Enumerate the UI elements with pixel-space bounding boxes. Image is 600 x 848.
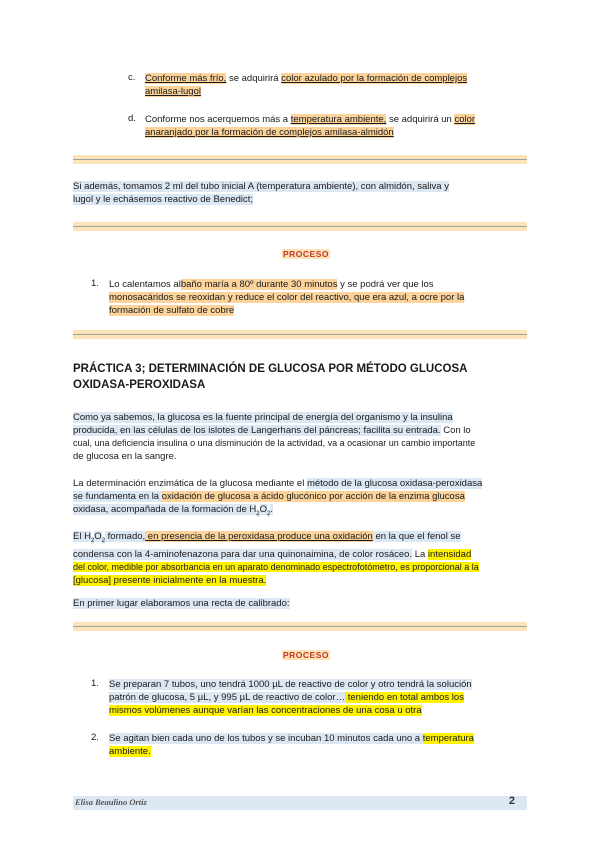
list-c-part4: amilasa-lugol — [145, 86, 201, 97]
p1-item1-line2: monosacáridos se reoxidan y reduce el color del reactivo, que era azul, a ocre por la — [109, 292, 465, 303]
list-marker-p2-2: 2. — [91, 732, 99, 743]
proceso1-item-1 — [109, 278, 529, 317]
divider-band-1 — [73, 155, 527, 164]
list-d-part2: temperatura ambiente, — [290, 114, 387, 125]
p2-item1-line2b: teniendo en total ambos los — [345, 692, 464, 703]
enz-sub1: 2 — [256, 510, 260, 517]
divider-band-3 — [73, 330, 527, 339]
h2o2-l1e: en la que el fenol se — [372, 531, 461, 542]
enz-sub2: 2 — [267, 510, 271, 517]
list-item-c — [145, 72, 527, 98]
h2o2-sub1: 2 — [90, 537, 95, 544]
p1-item1-part1: Lo calentamos al — [109, 279, 181, 290]
h2o2-l1a: El H — [73, 531, 91, 542]
glucosa-line-2: producida, en las células de los islotes de Langerhans del páncreas; facilita su entrada. — [73, 425, 441, 436]
glucosa-line-4: de glucosa en la sangre. — [73, 451, 177, 462]
list-marker-d: d. — [128, 113, 136, 124]
enz-l3b: O — [259, 504, 267, 515]
footer-author: Elisa Beaulino Ortiz — [75, 797, 147, 807]
h2o2-l1d: en presencia de la peroxidasa produce una oxidación — [145, 531, 373, 542]
h2o2-l2c: intensidad — [427, 548, 472, 560]
proceso2-item-2 — [109, 732, 529, 758]
practica3-title-line1: PRÁCTICA 3; DETERMINACIÓN DE GLUCOSA POR MÉTODO GLUCOSA — [73, 363, 468, 375]
page-footer — [73, 796, 527, 810]
list-marker-c: c. — [128, 72, 136, 83]
enz-l3c: . — [270, 504, 273, 515]
h2o2-l1c: formado, — [105, 531, 146, 542]
list-marker-p2-1: 1. — [91, 678, 99, 689]
glucosa-line-1: Como ya sabemos, la glucosa es la fuente principal de energía del organismo y la insulina — [73, 412, 453, 423]
list-d-part3: se adquirirá un — [386, 114, 455, 125]
p2-item2-line1b: temperatura — [422, 733, 474, 744]
practica3-title — [73, 361, 527, 393]
proceso-heading-2: PROCESO — [283, 650, 330, 660]
glucosa-line-3: cual, una deficiencia insulina o una disminución de la actividad, va a ocasionar un cambio importante — [73, 438, 476, 448]
list-d-part1: Conforme nos acerquemos más a — [145, 114, 291, 125]
paragraph-recta — [73, 597, 529, 610]
paragraph-benedict — [73, 180, 527, 206]
list-d-part5: anaranjado por la formación de complejos amilasa-almidón — [145, 127, 394, 138]
paragraph-h2o2 — [73, 530, 529, 587]
enz-l1b: método de la glucosa oxidasa-peroxidasa — [306, 478, 483, 489]
h2o2-l2a: condensa con la 4-aminofenazona para dar una quinonaimina, de color rosáceo. — [73, 548, 413, 560]
h2o2-sub2: 2 — [101, 537, 106, 544]
list-marker-p1-1: 1. — [91, 278, 99, 289]
p2-item1-line1: Se preparan 7 tubos, uno tendrá 1000 µL de reactivo de color y otro tendrá la solución — [109, 679, 472, 690]
footer-page-number: 2 — [508, 795, 515, 807]
enz-l1a: La determinación enzimática de la glucosa mediante el — [73, 478, 307, 489]
p2-item1-line3: mismos volúmenes aunque varían las concentraciones de una cosa u otra — [109, 705, 422, 716]
p2-item1-line2a: patrón de glucosa, 5 µL, y 995 µL de reactivo de color… — [109, 692, 346, 703]
enz-l3a: oxidasa, acompañada de la formación de H — [73, 504, 257, 515]
enz-l2a: se fundamenta en la — [73, 491, 162, 502]
glucosa-line-2b: Con lo — [440, 425, 471, 436]
enz-l2b: oxidación de glucosa a ácido glucónico por acción de la enzima glucosa — [161, 491, 465, 502]
practica3-title-line2: OXIDASA-PEROXIDASA — [73, 379, 206, 391]
divider-band-4 — [73, 622, 527, 631]
h2o2-l3: del color, medible por absorbancia en un aparato denominado espectrofotómetro, es proporcional a la — [73, 561, 479, 572]
p1-item1-part2: baño maría a 80º durante 30 minutos — [180, 279, 338, 290]
list-d-part4: color — [454, 114, 476, 125]
p2-item2-line1a: Se agitan bien cada uno de los tubos y se incuban 10 minutos cada uno a — [109, 733, 423, 744]
paragraph-glucosa — [73, 411, 529, 463]
list-c-part3: color azulado por la formación de complejos — [281, 73, 468, 84]
h2o2-l4: [glucosa] presente inicialmente en la muestra. — [73, 574, 267, 586]
recta-text: En primer lugar elaboramos una recta de calibrado: — [73, 598, 290, 609]
list-c-part1: Conforme más frío, — [145, 73, 227, 84]
list-item-d — [145, 113, 527, 139]
divider-band-2 — [73, 222, 527, 231]
proceso2-item-1 — [109, 678, 529, 717]
p1-item1-line3: formación de sulfato de cobre — [109, 305, 235, 316]
paragraph-enzimatica — [73, 477, 529, 521]
benedict-line-2: lugol y le echásemos reactivo de Benedict; — [73, 194, 254, 205]
h2o2-l2b: La — [412, 548, 428, 560]
p2-item2-line2: ambiente. — [109, 746, 151, 757]
proceso-heading-1: PROCESO — [283, 249, 330, 259]
h2o2-l1b: O — [94, 531, 102, 542]
p1-item1-part3: y se podrá ver que los — [337, 279, 434, 290]
list-c-part2: se adquirirá — [226, 73, 282, 84]
benedict-line-1: Si además, tomamos 2 ml del tubo inicial A (temperatura ambiente), con almidón, saliva y — [73, 181, 449, 192]
